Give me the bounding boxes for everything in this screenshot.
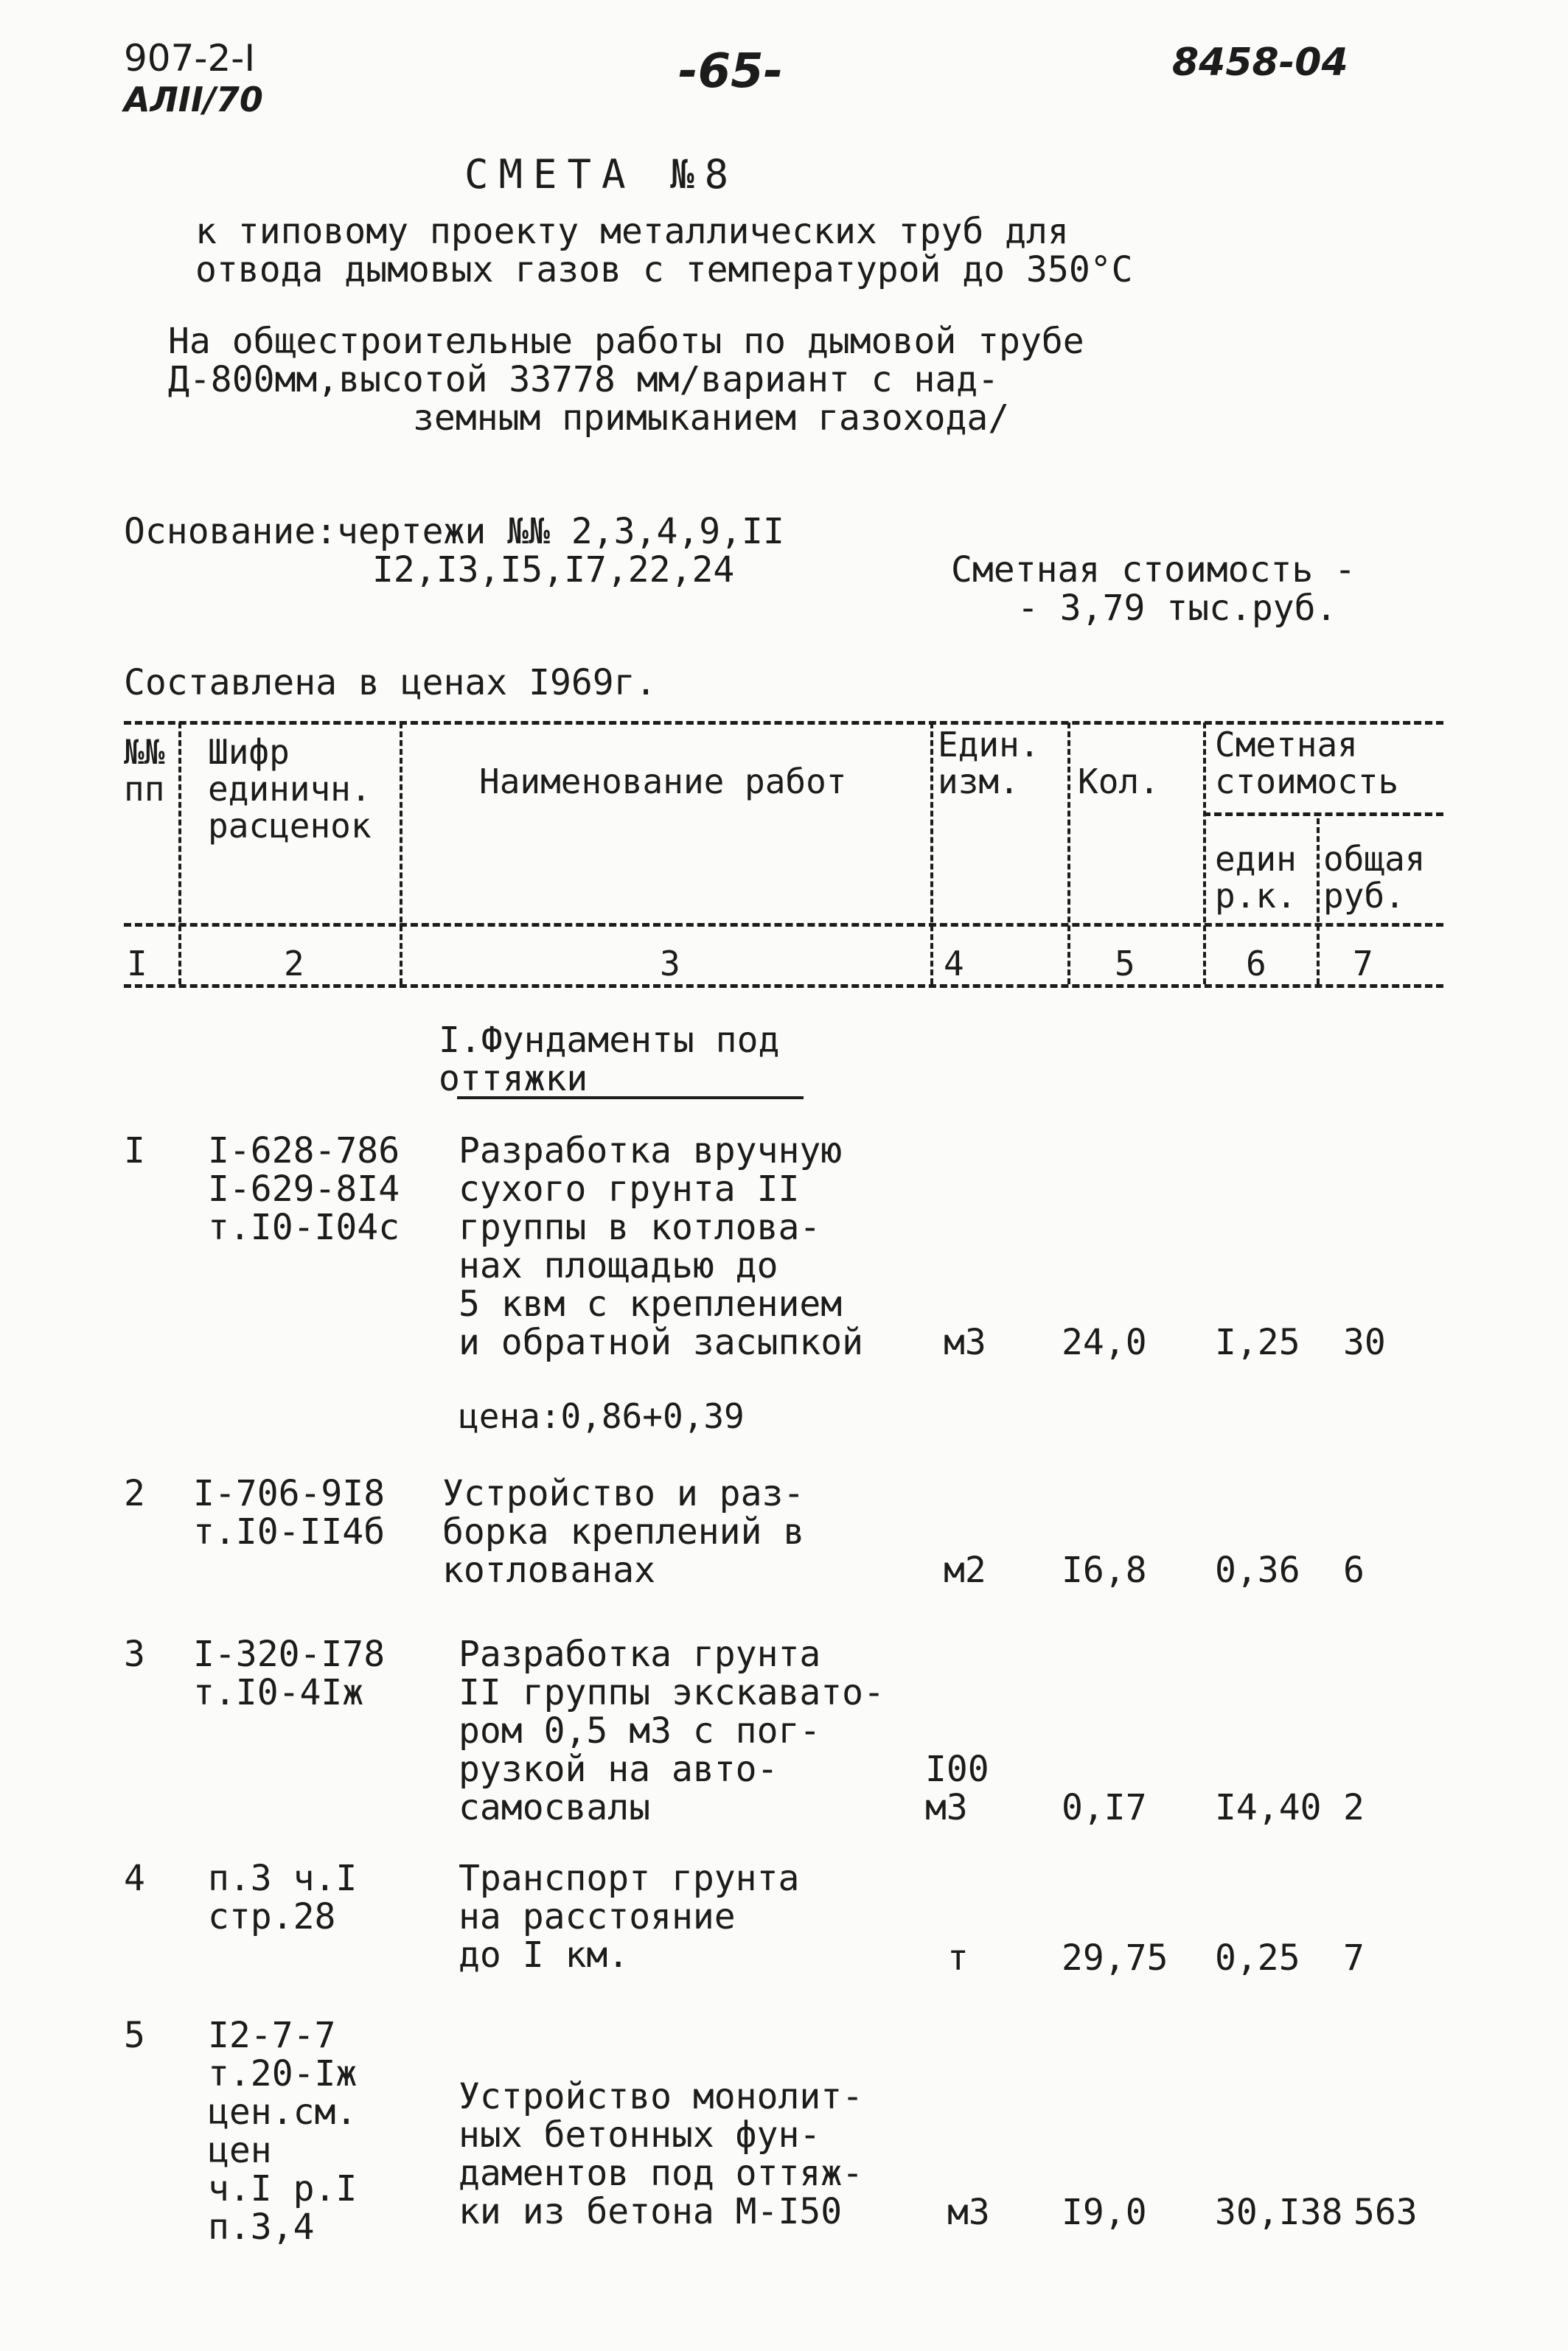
header-work-name: Наименование работ (479, 762, 847, 801)
cost-value: - 3,79 тыс.руб. (1017, 588, 1337, 629)
row-5-unit: м3 (947, 2192, 990, 2233)
archive-number: 8458-04 (1172, 41, 1348, 85)
row-2-number: 2 (124, 1473, 145, 1514)
row-1-name: Разработка вручную сухого грунта II группы в котлова- нах площадью до 5 квм с креплением и обратной засыпкой (459, 1130, 864, 1363)
album-number: АЛII/70 (124, 80, 263, 119)
title-line-1: к типовому проекту металлических труб для (195, 211, 1069, 252)
row-1-quantity: 24,0 (1062, 1322, 1147, 1363)
col-number-3: 3 (660, 944, 680, 983)
row-1-total: 30 (1343, 1322, 1386, 1363)
section-title-underline (457, 1096, 804, 1099)
col-sep-1 (178, 722, 181, 984)
row-4-name: Транспорт грунта на расстояние до I км. (459, 1858, 800, 1976)
row-1-unit: м3 (944, 1322, 986, 1363)
row-3-unit-price: I4,40 (1215, 1787, 1322, 1828)
header-unit-price: един р.к. (1215, 839, 1297, 916)
row-3-code: I-320-I78 т.I0-4Iж (193, 1634, 386, 1713)
estimate-title: СМЕТА №8 (464, 151, 739, 198)
header-rate-code: Шифр единичн. расценок (208, 732, 372, 846)
table-header-bottom-rule (124, 984, 1443, 988)
description-line-1: На общестроительные работы по дымовой трубе (168, 321, 1084, 362)
row-2-unit-price: 0,36 (1215, 1550, 1300, 1591)
col-number-6: 6 (1246, 944, 1266, 983)
row-5-name: Устройство монолит- ных бетонных фун- даментов под оттяж- ки из бетона М-I50 (459, 2076, 864, 2232)
row-1-number: I (124, 1130, 145, 1171)
basis-line-1: Основание:чертежи №№ 2,3,4,9,II (124, 511, 784, 552)
description-line-2: Д-800мм,высотой 33778 мм/вариант с над- (168, 359, 1000, 400)
row-2-unit: м2 (944, 1550, 986, 1591)
row-3-name: Разработка грунта II группы экскавато- ром 0,5 м3 с пог- рузкой на авто- самосвалы (459, 1634, 885, 1828)
row-3-number: 3 (124, 1634, 145, 1675)
title-line-2: отвода дымовых газов с температурой до 350°С (195, 249, 1133, 290)
row-2-total: 6 (1343, 1550, 1365, 1591)
row-4-number: 4 (124, 1858, 145, 1899)
row-2-quantity: I6,8 (1062, 1550, 1147, 1591)
cost-label: Сметная стоимость - (951, 549, 1356, 591)
row-1-price-note: цена:0,86+0,39 (459, 1396, 745, 1436)
row-2-name: Устройство и раз- борка креплений в котлованах (442, 1473, 805, 1591)
row-5-code: I2-7-7 т.20-Iж цен.см. цен ч.I р.I п.3,4 (208, 2015, 358, 2248)
row-5-quantity: I9,0 (1062, 2192, 1147, 2233)
row-2-code: I-706-9I8 т.I0-II4б (193, 1473, 386, 1553)
description-line-3: земным примыканием газохода/ (413, 397, 1010, 439)
row-5-total: 563 (1353, 2192, 1418, 2233)
row-3-total: 2 (1343, 1787, 1365, 1828)
col-number-4: 4 (944, 944, 964, 983)
col-number-7: 7 (1353, 944, 1373, 983)
header-unit: Един. изм. (938, 725, 1040, 801)
row-4-total: 7 (1343, 1937, 1365, 1979)
col-sep-2 (400, 722, 403, 984)
header-row-number: №№ пп (124, 732, 165, 809)
cost-subheader-rule (1203, 812, 1443, 816)
row-4-code: п.3 ч.I стр.28 (208, 1858, 358, 1937)
table-header-mid-rule (124, 923, 1443, 927)
header-total: общая руб. (1323, 839, 1426, 916)
page-number: -65- (678, 44, 784, 99)
row-1-code: I-628-786 I-629-8I4 т.I0-I04с (208, 1130, 400, 1248)
row-4-unit-price: 0,25 (1215, 1937, 1300, 1979)
col-sep-6 (1317, 818, 1320, 984)
col-number-1: I (127, 944, 147, 983)
price-basis: Составлена в ценах I969г. (124, 662, 657, 703)
basis-line-2: I2,I3,I5,I7,22,24 (372, 549, 735, 591)
section-title: I.Фундаменты под оттяжки (439, 1020, 780, 1099)
col-sep-3 (930, 722, 933, 984)
row-3-quantity: 0,I7 (1062, 1787, 1147, 1828)
header-quantity: Кол. (1078, 762, 1160, 801)
row-1-unit-price: I,25 (1215, 1322, 1300, 1363)
col-sep-4 (1067, 722, 1070, 984)
row-3-unit: I00 м3 (925, 1749, 989, 1828)
row-5-number: 5 (124, 2015, 145, 2056)
header-estimated-cost: Сметная стоимость (1215, 725, 1399, 801)
row-4-unit: т (947, 1937, 969, 1979)
col-number-5: 5 (1115, 944, 1135, 983)
document-code: 907-2-I (124, 37, 256, 80)
row-5-unit-price: 30,I38 (1215, 2192, 1343, 2233)
col-number-2: 2 (284, 944, 304, 983)
col-sep-5 (1203, 722, 1206, 984)
row-4-quantity: 29,75 (1062, 1937, 1168, 1979)
